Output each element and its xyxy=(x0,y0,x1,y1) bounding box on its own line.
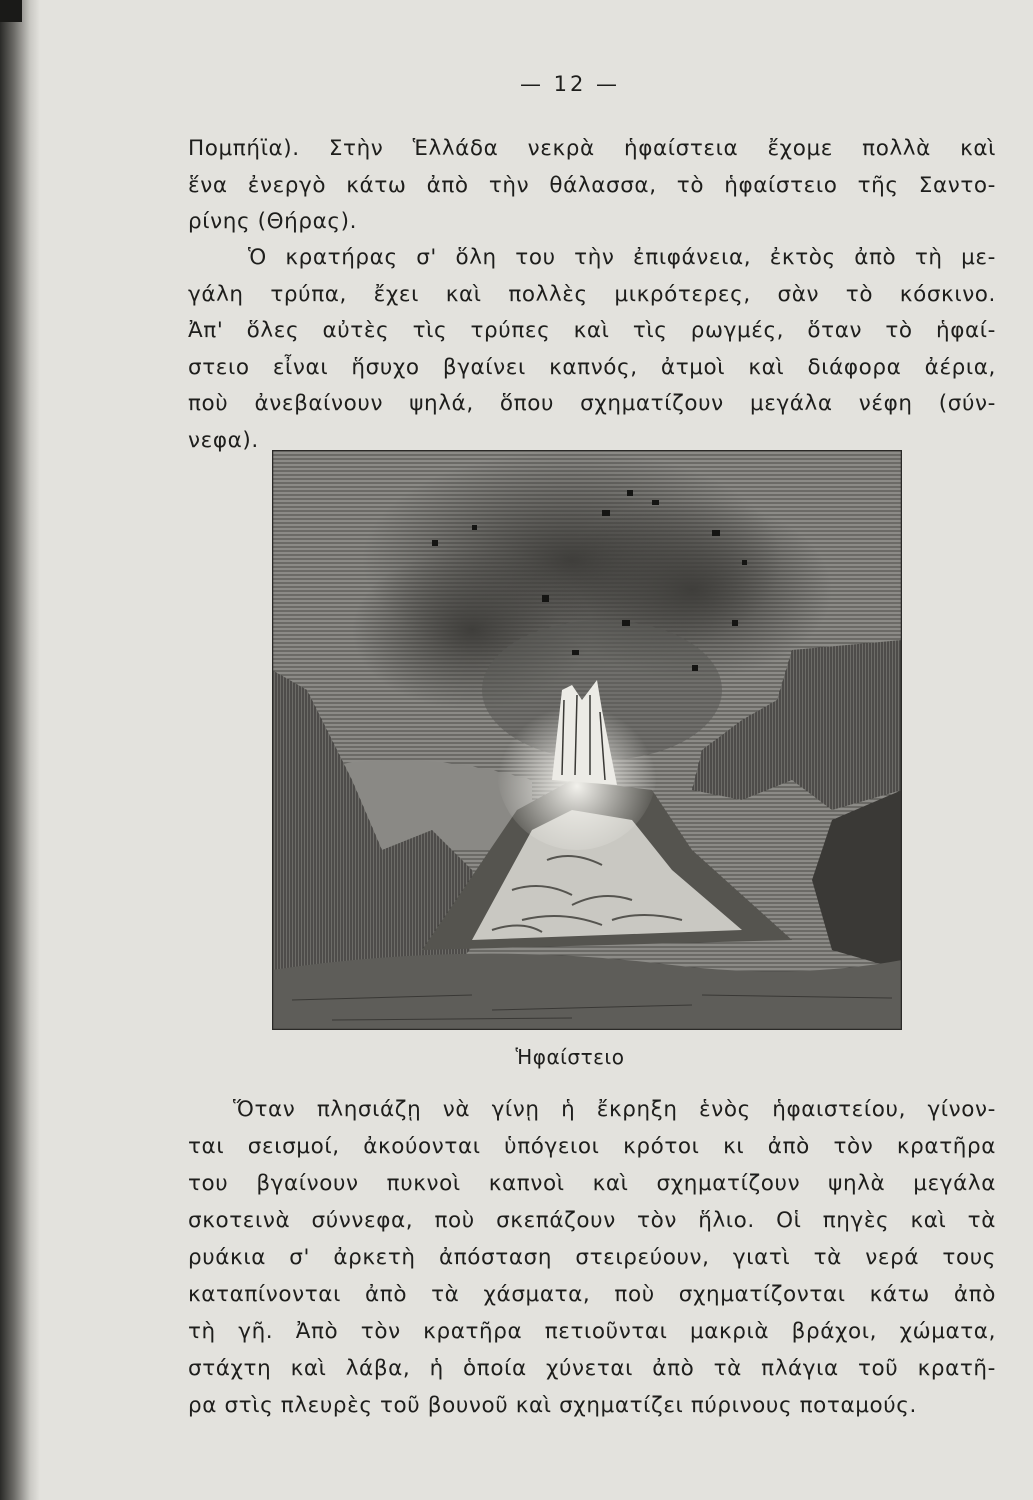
text-line: ἕνα ἐνεργὸ κάτω ἀπὸ τὴν θάλασσα, τὸ ἡφαίστειο τῆς Σαντο- xyxy=(188,172,996,198)
text-line: ρα στὶς πλευρὲς τοῦ βουνοῦ καὶ σχηματίζει πύρινους ποταμούς. xyxy=(188,1393,917,1418)
text-line: ποὺ ἀνεβαίνουν ψηλά, ὅπου σχηματίζουν μεγάλα νέφη (σύν- xyxy=(188,391,996,416)
text-line: ρυάκια σ' ἀρκετὴ ἀπόσταση στειρεύουν, γιατὶ τὰ νερά τους xyxy=(188,1245,996,1270)
text-line: στειο εἶναι ἥσυχο βγαίνει καπνός, ἀτμοὶ καὶ διάφορα ἀέρια, xyxy=(188,354,996,380)
text-line: τὴ γῆ. Ἀπὸ τὸν κρατῆρα πετιοῦνται μακριὰ βράχοι, χώματα, xyxy=(188,1319,996,1344)
text-line: Ὅταν πλησιάζῃ νὰ γίνῃ ἡ ἔκρηξη ἑνὸς ἡφαιστείου, γίνον- xyxy=(233,1097,996,1122)
text-line: νεφα). xyxy=(188,427,259,453)
paragraph-2 xyxy=(188,240,996,459)
text-line: Ὁ κρατήρας σ' ὅλη του τὴν ἐπιφάνεια, ἐκτὸς ἀπὸ τὴ με- xyxy=(248,245,996,270)
text-line: σκοτεινὰ σύννεφα, ποὺ σκεπάζουν τὸν ἥλιο. Οἱ πηγὲς καὶ τὰ xyxy=(188,1208,996,1233)
page-binding-edge xyxy=(0,0,40,1500)
text-line: Πομπήϊα). Στὴν Ἑλλάδα νεκρὰ ἡφαίστεια ἔχομε πολλὰ καὶ xyxy=(188,136,996,161)
paragraph-3 xyxy=(188,1091,996,1424)
page-number: — 12 — xyxy=(519,72,621,96)
text-line: γάλη τρύπα, ἔχει καὶ πολλὲς μικρότερες, σὰν τὸ κόσκινο. xyxy=(188,281,996,307)
text-line: ται σεισμοί, ἀκούονται ὑπόγειοι κρότοι κι ἀπὸ τὸν κρατῆρα xyxy=(188,1134,996,1159)
volcano-engraving-icon xyxy=(272,450,902,1030)
text-line: του βγαίνουν πυκνοὶ καπνοὶ καὶ σχηματίζουν ψηλὰ μεγάλα xyxy=(188,1171,996,1196)
text-line: στάχτη καὶ λάβα, ἡ ὁποία χύνεται ἀπὸ τὰ πλάγια τοῦ κρατῆ- xyxy=(188,1356,996,1381)
page-corner xyxy=(0,0,22,22)
text-line: καταπίνονται ἀπὸ τὰ χάσματα, ποὺ σχηματίζονται κάτω ἀπὸ xyxy=(188,1282,996,1307)
text-line: ρίνης (Θήρας). xyxy=(188,209,358,234)
paragraph-1 xyxy=(188,131,996,241)
text-line: Ἀπ' ὅλες αὐτὲς τὶς τρύπες καὶ τὶς ρωγμές, ὅταν τὸ ἡφαί- xyxy=(188,318,996,343)
figure-caption: Ἡφαίστειο xyxy=(515,1045,625,1069)
